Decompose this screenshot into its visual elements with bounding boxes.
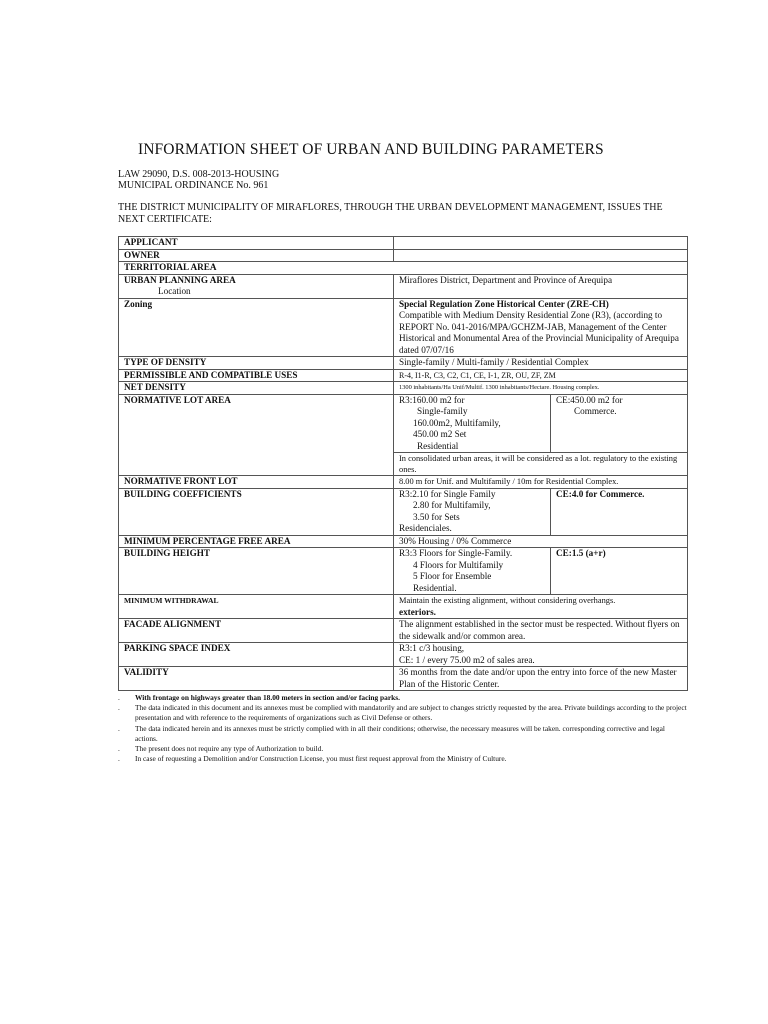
- height-r3-line: R3:3 Floors for Single-Family.: [399, 548, 513, 558]
- lot-area-ce: [551, 394, 688, 453]
- zoning-text: Compatible with Medium Density Residential Zone (R3), (according to REPORT No. 041-2016/MPA/GCHZM-JAB, Management of the Center Historical and Monumental Area of the Provincial Municipality of Arequipa dated 07/07/16: [399, 310, 679, 355]
- coefficients-ce: CE:4.0 for Commerce.: [551, 488, 688, 535]
- list-item: [118, 754, 688, 764]
- lot-r3-line: Residential: [417, 440, 459, 451]
- lot-area-note: In consolidated urban areas, it will be considered as a lot. regulatory to the existing ones.: [394, 453, 688, 476]
- withdrawal-value: [394, 595, 688, 619]
- lot-area-r3: [394, 394, 551, 453]
- note-text: In case of requesting a Demolition and/or Construction License, you must first request approval from the Ministry of Culture.: [135, 754, 507, 764]
- bullet: .: [118, 693, 120, 702]
- density-value: Single-family / Multi-family / Residential Complex: [394, 357, 688, 370]
- building-height-label: BUILDING HEIGHT: [119, 548, 394, 595]
- parking-line: CE: 1 / every 75.00 m2 of sales area.: [399, 654, 535, 665]
- table-row: [119, 249, 688, 262]
- bullet: .: [118, 703, 120, 713]
- legal-references: [118, 169, 279, 191]
- applicant-label: APPLICANT: [119, 237, 394, 250]
- table-row: [119, 488, 688, 535]
- table-row: [119, 274, 688, 298]
- owner-value: [394, 249, 688, 262]
- facade-label: FACADE ALIGNMENT: [119, 619, 394, 643]
- parking-line: R3:1 c/3 housing,: [399, 643, 465, 653]
- building-height-ce: CE:1.5 (a+r): [551, 548, 688, 595]
- coef-r3-line: Residenciales.: [399, 523, 452, 533]
- height-r3-line: Residential.: [413, 582, 457, 593]
- coef-r3-line: 3.50 for Sets: [413, 511, 460, 522]
- table-row: [119, 619, 688, 643]
- lot-r3-line: 450.00 m2 Set: [413, 429, 467, 439]
- lot-ce-line: CE:450.00 m2 for: [556, 394, 623, 405]
- density-label: TYPE OF DENSITY: [119, 357, 394, 370]
- lot-ce-line: Commerce.: [574, 406, 617, 416]
- coef-r3-line: R3:2.10 for Single Family: [399, 488, 496, 499]
- bullet: .: [118, 744, 120, 754]
- withdrawal-label: MINIMUM WITHDRAWAL: [119, 595, 394, 619]
- law-reference: LAW 29090, D.S. 008-2013-HOUSING: [118, 169, 280, 180]
- coefficients-r3: [394, 488, 551, 535]
- table-row: [119, 643, 688, 667]
- zoning-value: [394, 298, 688, 357]
- validity-value: 36 months from the date and/or upon the entry into force of the new Master Plan of the Historic Center.: [394, 667, 688, 691]
- bullet: .: [118, 723, 120, 733]
- parking-value: [394, 643, 688, 667]
- table-row: [119, 237, 688, 250]
- withdrawal-text: Maintain the existing alignment, without considering overhangs.: [399, 596, 616, 605]
- bullet: .: [118, 754, 120, 764]
- net-density-value: 1300 inhabitants/Ha Unif/Multif. 1300 inhabitants/Hectare. Housing complex.: [394, 382, 688, 395]
- zoning-label: Zoning: [119, 298, 394, 357]
- height-r3-line: 4 Floors for Multifamily: [413, 559, 504, 570]
- table-row: [119, 369, 688, 382]
- facade-value: The alignment established in the sector must be respected. Without flyers on the sidewalk and/or common area.: [394, 619, 688, 643]
- page-title: INFORMATION SHEET OF URBAN AND BUILDING PARAMETERS: [138, 141, 604, 158]
- parameters-table: [118, 236, 688, 691]
- owner-label: OWNER: [119, 249, 394, 262]
- location-label: Location: [158, 286, 191, 296]
- withdrawal-bold-text: exteriors.: [399, 606, 436, 617]
- uses-value: R-4, I1-R, C3, C2, C1, CE, I-1, ZR, OU, ZF, ZM: [394, 369, 688, 382]
- list-item: [118, 693, 688, 703]
- table-row: [119, 357, 688, 370]
- table-row: [119, 262, 688, 275]
- intro-paragraph: THE DISTRICT MUNICIPALITY OF MIRAFLORES, THROUGH THE URBAN DEVELOPMENT MANAGEMENT, ISSUES THE NEXT CERTIFICATE:: [118, 202, 663, 225]
- table-row: [119, 548, 688, 595]
- urban-planning-area-value: Miraflores District, Department and Province of Arequipa: [394, 274, 688, 298]
- parking-label: PARKING SPACE INDEX: [119, 643, 394, 667]
- table-row: [119, 382, 688, 395]
- table-row: [119, 595, 688, 619]
- lot-r3-line: 160.00m2, Multifamily,: [413, 417, 501, 428]
- list-item: [118, 744, 688, 754]
- coefficients-label: BUILDING COEFFICIENTS: [119, 488, 394, 535]
- applicant-value: [394, 237, 688, 250]
- lot-r3-line: Single-family: [417, 406, 468, 416]
- free-area-label: MINIMUM PERCENTAGE FREE AREA: [119, 535, 394, 548]
- territorial-area-label: TERRITORIAL AREA: [119, 262, 688, 275]
- urban-planning-area-cell: [119, 274, 394, 298]
- height-r3-line: 5 Floor for Ensemble: [413, 571, 492, 581]
- front-lot-label: NORMATIVE FRONT LOT: [119, 476, 394, 489]
- note-text: The data indicated in this document and its annexes must be complied with mandatorily and are subject to changes strictly requested by the area. Private buildings according to the project presentation and with reference to the requirements of organizations such as Civil Defense or others.: [135, 703, 687, 723]
- lot-area-label: NORMATIVE LOT AREA: [119, 394, 394, 476]
- zoning-title: Special Regulation Zone Historical Center (ZRE-CH): [399, 298, 609, 309]
- list-item: [118, 703, 688, 723]
- table-row: [119, 535, 688, 548]
- front-lot-value: 8.00 m for Unif. and Multifamily / 10m for Residential Complex.: [394, 476, 688, 489]
- coef-r3-line: 2.80 for Multifamily,: [413, 500, 491, 510]
- urban-planning-area-label: URBAN PLANNING AREA: [124, 274, 236, 285]
- free-area-value: 30% Housing / 0% Commerce: [394, 535, 688, 548]
- note-text: The data indicated herein and its annexes must be strictly complied with in all their conditions; otherwise, the necessary measures will be taken. corresponding corrective and legal actions.: [135, 723, 665, 743]
- ordinance-reference: MUNICIPAL ORDINANCE No. 961: [118, 180, 269, 191]
- table-row: [119, 476, 688, 489]
- table-row: [119, 298, 688, 357]
- note-text: With frontage on highways greater than 18.00 meters in section and/or facing parks.: [135, 693, 400, 702]
- validity-label: VALIDITY: [119, 667, 394, 691]
- table-row: [119, 394, 688, 453]
- uses-label: PERMISSIBLE AND COMPATIBLE USES: [119, 369, 394, 382]
- table-row: [119, 667, 688, 691]
- net-density-label: NET DENSITY: [119, 382, 394, 395]
- note-text: The present does not require any type of Authorization to build.: [135, 744, 324, 754]
- footnotes: [118, 693, 688, 764]
- building-height-r3: [394, 548, 551, 595]
- lot-r3-line: R3:160.00 m2 for: [399, 394, 465, 405]
- list-item: [118, 724, 688, 744]
